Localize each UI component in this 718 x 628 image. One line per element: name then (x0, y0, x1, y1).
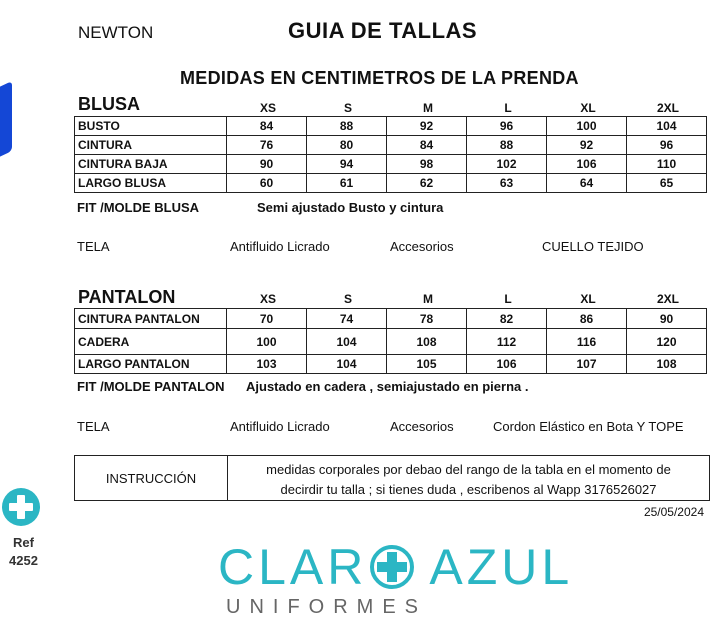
cell-value: 116 (547, 329, 627, 355)
row-label: LARGO PANTALON (75, 355, 227, 374)
blusa-tela-label: TELA (77, 239, 110, 254)
logo-text-left: CLAR (218, 539, 368, 595)
decorative-blue-shape (0, 81, 12, 165)
cell-value: 92 (547, 136, 627, 155)
row-label: LARGO BLUSA (75, 174, 227, 193)
blusa-accesorios-value: CUELLO TEJIDO (542, 239, 644, 254)
cell-value: 106 (547, 155, 627, 174)
cell-value: 94 (307, 155, 387, 174)
logo-subtitle: UNIFORMES (226, 596, 427, 618)
table-row (75, 174, 707, 193)
instruction-line-1: medidas corporales por debao del rango de la tabla en el momento de (266, 462, 671, 477)
logo-cross-icon (369, 544, 415, 590)
size-header-xs: XS (259, 292, 276, 306)
cell-value: 88 (467, 136, 547, 155)
cell-value: 106 (467, 355, 547, 374)
cell-value: 110 (627, 155, 707, 174)
cell-value: 96 (467, 117, 547, 136)
cell-value: 86 (547, 309, 627, 329)
reference-code (9, 534, 38, 570)
cell-value: 104 (307, 355, 387, 374)
blusa-fit-value: Semi ajustado Busto y cintura (257, 200, 444, 215)
instruction-box (74, 455, 710, 501)
row-label: CINTURA PANTALON (75, 309, 227, 329)
blusa-measurements-table (74, 116, 707, 193)
brand-logo (218, 538, 573, 596)
medical-cross-icon (0, 486, 42, 528)
table-row (75, 329, 707, 355)
cell-value: 92 (387, 117, 467, 136)
cell-value: 84 (387, 136, 467, 155)
cell-value: 88 (307, 117, 387, 136)
size-header-2xl: 2XL (656, 101, 679, 115)
cell-value: 62 (387, 174, 467, 193)
pantalon-section-title: PANTALON (78, 287, 176, 307)
brand-name: NEWTON (78, 23, 154, 42)
cell-value: 107 (547, 355, 627, 374)
cell-value: 100 (547, 117, 627, 136)
instruction-label: INSTRUCCIÓN (75, 456, 228, 500)
size-header-m: M (423, 292, 433, 306)
size-header-2xl: 2XL (656, 292, 679, 306)
cell-value: 76 (227, 136, 307, 155)
pantalon-fit-value: Ajustado en cadera , semiajustado en pierna . (246, 379, 529, 394)
cell-value: 108 (387, 329, 467, 355)
pantalon-tela-label: TELA (77, 419, 110, 434)
pantalon-fit-label: FIT /MOLDE PANTALON (77, 379, 225, 394)
cell-value: 100 (227, 329, 307, 355)
table-row (75, 136, 707, 155)
reference-number: 4252 (9, 553, 38, 568)
logo-text-right: AZUL (429, 539, 574, 595)
cell-value: 96 (627, 136, 707, 155)
cell-value: 104 (307, 329, 387, 355)
size-header-s: S (343, 101, 352, 115)
blusa-section-title: BLUSA (78, 94, 140, 114)
instruction-line-2: decirdir tu talla ; si tienes duda , escribenos al Wapp 3176526027 (280, 482, 657, 497)
size-header-xl: XL (580, 101, 596, 115)
cell-value: 82 (467, 309, 547, 329)
cell-value: 70 (227, 309, 307, 329)
row-label: CADERA (75, 329, 227, 355)
row-label: BUSTO (75, 117, 227, 136)
cell-value: 108 (627, 355, 707, 374)
row-label: CINTURA BAJA (75, 155, 227, 174)
table-row (75, 155, 707, 174)
cell-value: 90 (627, 309, 707, 329)
cell-value: 61 (307, 174, 387, 193)
cell-value: 120 (627, 329, 707, 355)
pantalon-accesorios-value: Cordon Elástico en Bota Y TOPE (493, 419, 684, 434)
size-header-l: L (504, 101, 512, 115)
cell-value: 63 (467, 174, 547, 193)
table-row (75, 355, 707, 374)
table-row (75, 117, 707, 136)
instruction-text (228, 456, 709, 500)
cell-value: 105 (387, 355, 467, 374)
cell-value: 98 (387, 155, 467, 174)
table-row (75, 309, 707, 329)
pantalon-measurements-table (74, 308, 707, 374)
blusa-accesorios-label: Accesorios (390, 239, 454, 254)
size-header-l: L (504, 292, 512, 306)
pantalon-tela-value: Antifluido Licrado (230, 419, 330, 434)
cell-value: 103 (227, 355, 307, 374)
size-header-xl: XL (580, 292, 596, 306)
blusa-fit-label: FIT /MOLDE BLUSA (77, 200, 200, 215)
cell-value: 102 (467, 155, 547, 174)
blusa-size-header (228, 101, 708, 115)
cell-value: 64 (547, 174, 627, 193)
cell-value: 80 (307, 136, 387, 155)
row-label: CINTURA (75, 136, 227, 155)
size-header-s: S (343, 292, 352, 306)
pantalon-accesorios-label: Accesorios (390, 419, 454, 434)
cell-value: 90 (227, 155, 307, 174)
page-subtitle: MEDIDAS EN CENTIMETROS DE LA PRENDA (180, 68, 579, 88)
cell-value: 84 (227, 117, 307, 136)
document-date: 25/05/2024 (643, 505, 704, 519)
size-header-xs: XS (259, 101, 276, 115)
blusa-tela-value: Antifluido Licrado (230, 239, 330, 254)
cell-value: 60 (227, 174, 307, 193)
pantalon-size-header (228, 292, 708, 306)
cell-value: 65 (627, 174, 707, 193)
cell-value: 74 (307, 309, 387, 329)
page-title: GUIA DE TALLAS (288, 18, 478, 43)
cell-value: 112 (467, 329, 547, 355)
reference-label: Ref (12, 535, 34, 550)
cell-value: 78 (387, 309, 467, 329)
size-header-m: M (423, 101, 433, 115)
cell-value: 104 (627, 117, 707, 136)
